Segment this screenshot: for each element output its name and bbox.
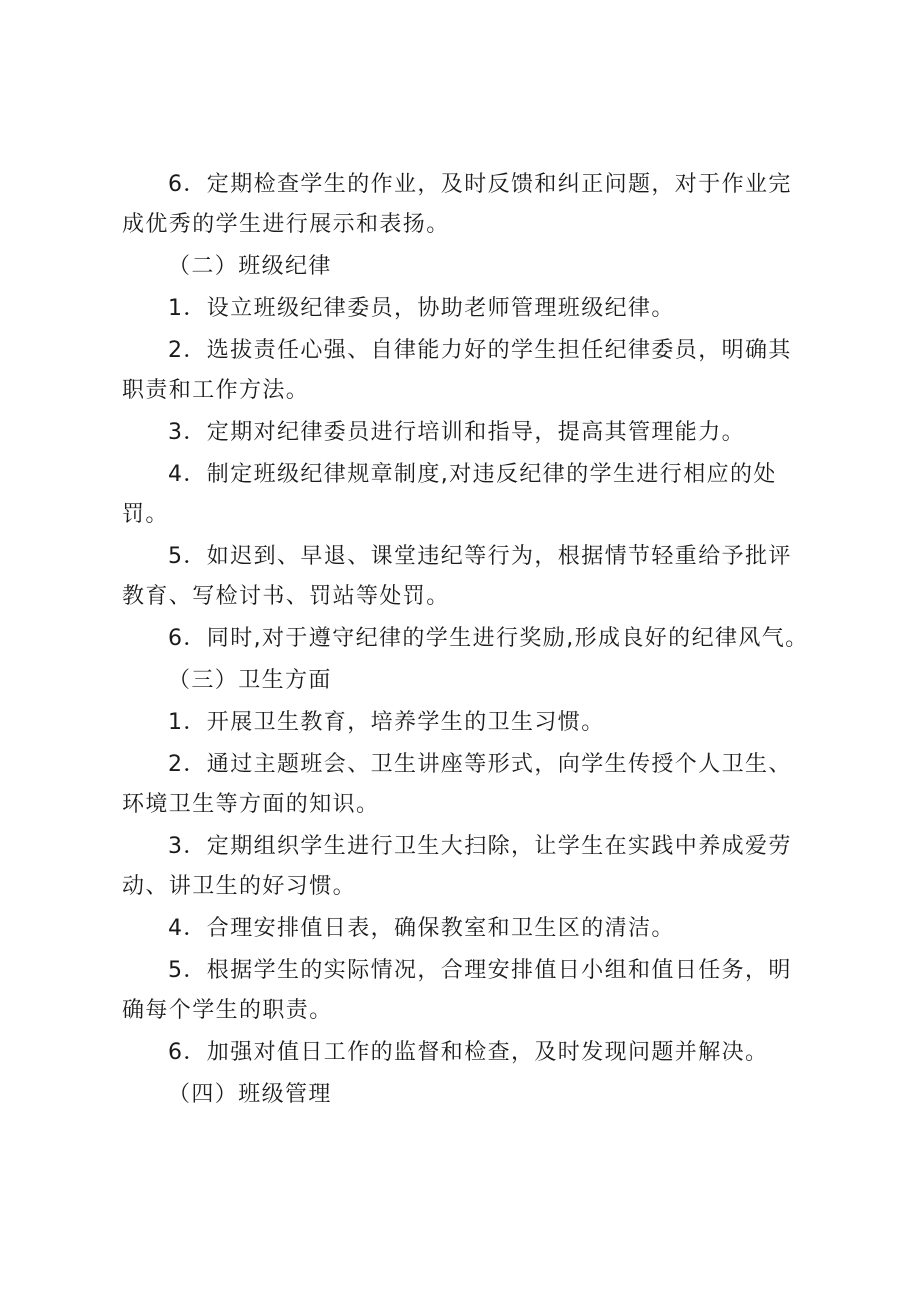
- list-item: 1．设立班级纪律委员，协助老师管理班级纪律。: [168, 296, 675, 321]
- list-item: 5．根据学生的实际情况，合理安排值日小组和值日任务，明确每个学生的职责。: [122, 958, 792, 1023]
- list-item: 5．如迟到、早退、课堂违纪等行为，根据情节轻重给予批评教育、写检讨书、罚站等处罚。: [122, 544, 792, 609]
- list-item: 6．同时,对于遵守纪律的学生进行奖励,形成良好的纪律风气。: [168, 626, 809, 651]
- list-item: 1．开展卫生教育，培养学生的卫生习惯。: [168, 710, 605, 735]
- list-item: 4．合理安排值日表，确保教室和卫生区的清洁。: [168, 916, 675, 941]
- document-body: [122, 165, 812, 1117]
- list-item: 6．加强对值日工作的监督和检查，及时发现问题并解决。: [168, 1040, 769, 1065]
- list-item: 2．通过主题班会、卫生讲座等形式，向学生传授个人卫生、环境卫生等方面的知识。: [122, 752, 792, 817]
- section-heading: （三）卫生方面: [168, 668, 332, 693]
- list-item: 3．定期对纪律委员进行培训和指导，提高其管理能力。: [168, 420, 745, 445]
- list-item: 2．选拔责任心强、自律能力好的学生担任纪律委员，明确其职责和工作方法。: [122, 338, 792, 403]
- list-item: 6．定期检查学生的作业，及时反馈和纠正问题，对于作业完成优秀的学生进行展示和表扬。: [122, 172, 792, 237]
- section-heading: （四）班级管理: [168, 1082, 332, 1107]
- list-item: 4．制定班级纪律规章制度,对违反纪律的学生进行相应的处罚。: [122, 462, 777, 527]
- section-heading: （二）班级纪律: [168, 254, 332, 279]
- list-item: 3．定期组织学生进行卫生大扫除，让学生在实践中养成爱劳动、讲卫生的好习惯。: [122, 834, 792, 899]
